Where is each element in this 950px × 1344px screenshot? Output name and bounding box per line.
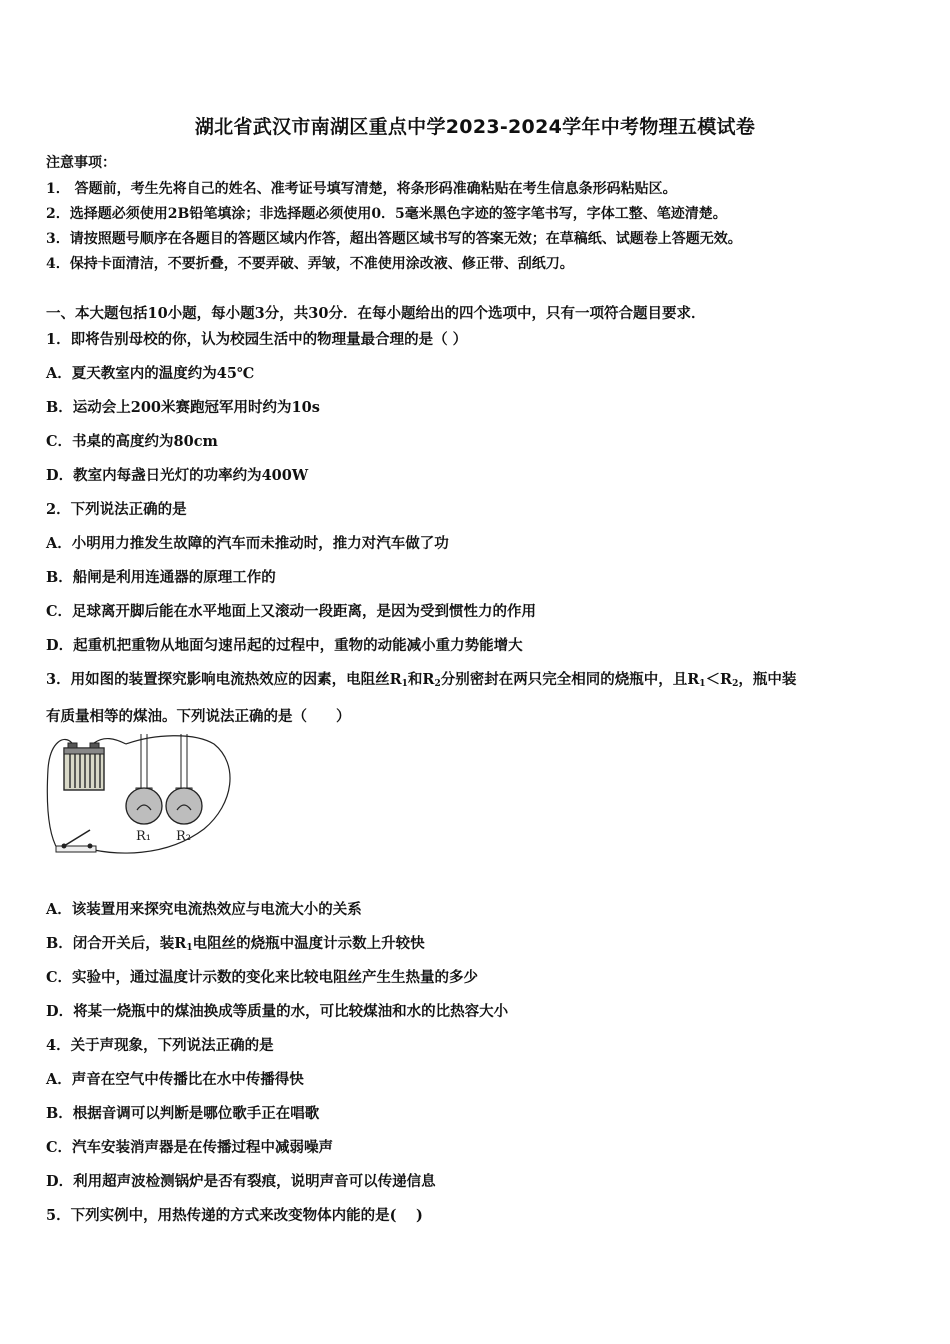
notice-heading: 注意事项：: [46, 155, 116, 171]
q3-stem: 3．用如图的装置探究影响电流热效应的因素，电阻丝$R_1$和$R_2$分别密封在两只完全相同的烧瓶中，且$R_1<R_2$，瓶中装: [46, 671, 797, 689]
flask-1-icon: [126, 734, 162, 824]
q3-option-c: C．实验中，通过温度计示数的变化来比较电阻丝产生生热量的多少: [46, 969, 479, 986]
wire-right: [94, 736, 230, 853]
q1-option-a: A．夏天教室内的温度约为45℃: [46, 365, 255, 382]
q2-stem: 2．下列说法正确的是: [46, 501, 187, 518]
q4-option-b: B．根据音调可以判断是哪位歌手正在唱歌: [46, 1105, 320, 1122]
q3-option-a: A．该装置用来探究电流热效应与电流大小的关系: [46, 901, 362, 918]
notice-item-4: 4．保持卡面清洁，不要折叠，不要弄破、弄皱，不准使用涂改液、修正带、刮纸刀。: [46, 256, 574, 272]
q3-option-b: B．闭合开关后，装$R_1$电阻丝的烧瓶中温度计示数上升较快: [46, 935, 425, 953]
q1-option-d: D．教室内每盏日光灯的功率约为400W: [46, 467, 309, 484]
section-heading: 一、本大题包括10小题，每小题3分，共30分．在每小题给出的四个选项中，只有一项符合题目要求．: [46, 305, 706, 322]
q5-stem: 5．下列实例中，用热传递的方式来改变物体内能的是( ): [46, 1207, 423, 1224]
notice-item-3: 3．请按照题号顺序在各题目的答题区域内作答，超出答题区域书写的答案无效；在草稿纸、试题卷上答题无效。: [46, 231, 742, 247]
q3-stem-line2: 有质量相等的煤油。下列说法正确的是（ ）: [46, 708, 351, 725]
q1-option-c: C．书桌的高度约为80cm: [46, 433, 218, 450]
label-r1: R₁: [136, 829, 151, 844]
q2-option-c: C．足球离开脚后能在水平地面上又滚动一段距离，是因为受到惯性力的作用: [46, 603, 537, 620]
q4-stem: 4．关于声现象，下列说法正确的是: [46, 1037, 274, 1054]
q3-option-d: D．将某一烧瓶中的煤油换成等质量的水，可比较煤油和水的比热容大小: [46, 1003, 509, 1020]
q4-option-d: D．利用超声波检测锅炉是否有裂痕，说明声音可以传递信息: [46, 1173, 436, 1190]
q4-option-a: A．声音在空气中传播比在水中传播得快: [46, 1071, 304, 1088]
q2-option-a: A．小明用力推发生故障的汽车而未推动时，推力对汽车做了功: [46, 535, 449, 552]
page-title: 湖北省武汉市南湖区重点中学2023-2024学年中考物理五模试卷: [194, 116, 756, 138]
circuit-diagram: [44, 734, 244, 864]
q2-option-b: B．船闸是利用连通器的原理工作的: [46, 569, 276, 586]
q4-option-c: C．汽车安装消声器是在传播过程中减弱噪声: [46, 1139, 334, 1156]
notice-item-1: 1． 答题前，考生先将自己的姓名、准考证号填写清楚，将条形码准确粘贴在考生信息条形码粘贴区。: [46, 181, 677, 197]
flask-2-icon: [166, 734, 202, 824]
q1-stem: 1．即将告别母校的你，认为校园生活中的物理量最合理的是（ ）: [46, 331, 468, 348]
label-r2: R₂: [176, 829, 191, 844]
switch-icon: [56, 830, 96, 852]
notice-item-2: 2．选择题必须使用2B铅笔填涂；非选择题必须使用0．5毫米黑色字迹的签字笔书写，字体工整、笔迹清楚。: [46, 206, 727, 222]
battery-icon: [64, 743, 104, 790]
q1-option-b: B．运动会上200米赛跑冠军用时约为10s: [46, 399, 320, 416]
q2-option-d: D．起重机把重物从地面匀速吊起的过程中，重物的动能减小重力势能增大: [46, 637, 523, 654]
